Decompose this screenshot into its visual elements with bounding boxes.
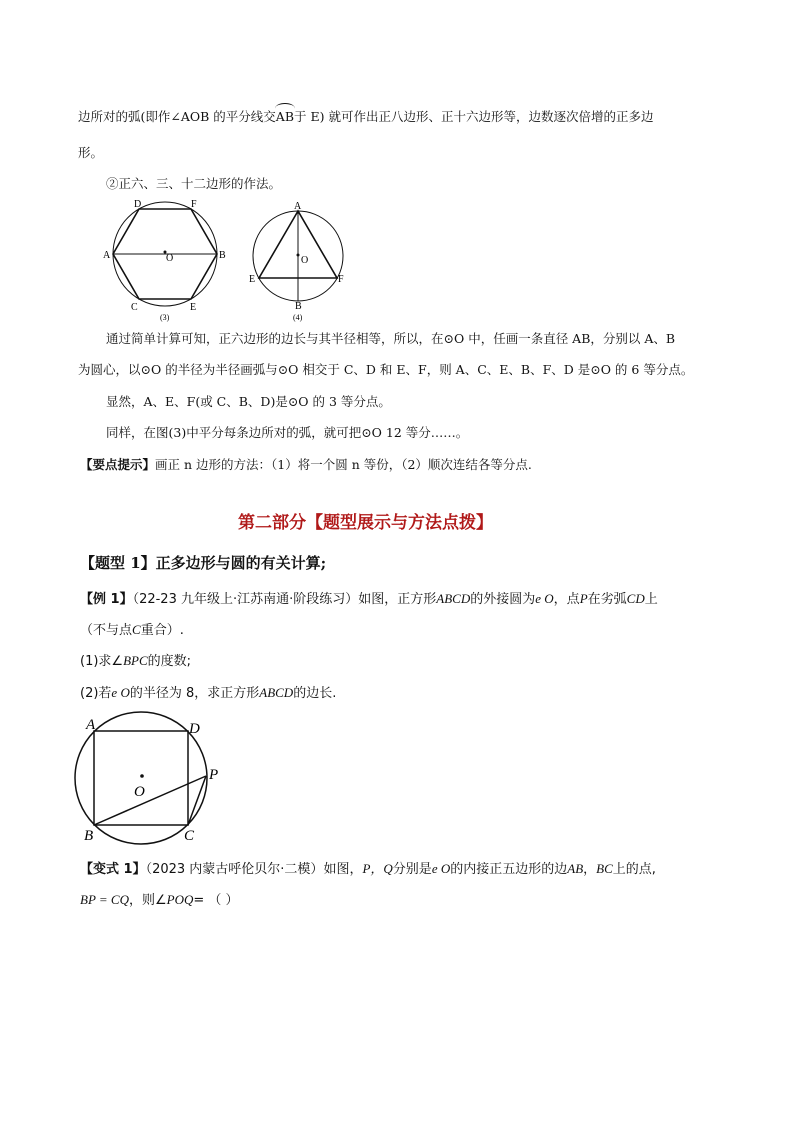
square-abcd	[94, 731, 188, 825]
variant1-eq: BP = CQ	[80, 892, 129, 907]
example1-line2-a: （不与点	[80, 623, 133, 638]
example1-text-c: ，点	[553, 592, 580, 607]
variant1-ab: AB	[567, 861, 584, 876]
example1-label: 【例 1】	[80, 592, 133, 607]
fig3-label-b: B	[219, 250, 226, 261]
variant1-text-a: 如图，	[323, 862, 363, 877]
figure-3-hexagon	[102, 196, 232, 326]
q2-b: 的半径为 8，求正方形	[129, 686, 260, 701]
variant1-text-c: 的内接正五边形的边	[450, 862, 568, 877]
segment-bp	[94, 776, 206, 825]
sq-label-o: O	[134, 784, 145, 800]
tip-label: 【要点提示】	[80, 457, 156, 472]
variant1-poq: POQ	[166, 892, 194, 907]
fig4-caption: (4)	[293, 313, 303, 322]
variant1-comma: ，	[583, 862, 597, 877]
example1-abcd: ABCD	[436, 591, 471, 606]
sq-label-d: D	[189, 721, 200, 737]
sq-label-c: C	[184, 828, 195, 844]
q1-b: 的度数;	[147, 654, 192, 669]
variant1-line2-a: ，则∠	[128, 893, 167, 908]
square-center-dot	[140, 774, 144, 778]
q2-c: 的边长.	[293, 686, 337, 701]
example1-line1	[80, 591, 658, 608]
example1-source: （22-23 九年级上·江苏南通·阶段练习）	[132, 592, 359, 607]
example1-p: P	[579, 591, 588, 606]
fig3-label-a: A	[103, 250, 111, 261]
fig4-label-o: O	[301, 255, 309, 266]
variant1-line2-b: = （ ）	[193, 893, 239, 908]
fig4-label-f: F	[338, 274, 344, 285]
tip-text: 画正 n 边形的方法：（1）将一个圆 n 等份，（2）顺次连结各等分点.	[155, 457, 532, 472]
figure-4-triangle	[246, 196, 356, 326]
example1-line2	[80, 622, 184, 639]
intro-line-1	[78, 109, 653, 125]
variant1-pq: P，Q	[362, 861, 393, 876]
example1-cd: CD	[626, 591, 645, 606]
intro-line-1-b: 于 E) 就可作出正八边形、正十六边形等，边数逐次倍增的正多边	[294, 109, 654, 124]
variant1-text-d: 上的点,	[612, 862, 656, 877]
construction-heading: ②正六、三、十二边形的作法。	[106, 176, 282, 191]
q2-circle-o: e O	[111, 685, 130, 700]
figure-square-circle	[72, 715, 232, 845]
sq-label-p: P	[209, 767, 219, 783]
fig3-label-d: D	[134, 199, 142, 210]
q1-a: (1)求∠	[80, 654, 124, 669]
body-p1-line2: 为圆心，以⊙O 的半径为半径画弧与⊙O 相交于 C、D 和 E、F，则 A、C、E、B、F、D 是⊙O 的 6 等分点。	[78, 362, 694, 377]
body-p1-line1: 通过简单计算可知，正六边形的边长与其半径相等，所以，在⊙O 中，任画一条直径 AB，分别以 A、B	[106, 331, 676, 346]
type1-heading	[80, 553, 326, 573]
variant1-line1	[80, 861, 656, 878]
tip-line	[80, 457, 532, 473]
example1-question-2	[80, 685, 336, 702]
type1-label: 【题型 1】	[80, 554, 156, 572]
arc-ab: AB	[275, 109, 295, 124]
example1-text-a: 如图，正方形	[358, 592, 437, 607]
sq-label-a: A	[86, 717, 96, 733]
q2-abcd: ABCD	[259, 685, 294, 700]
variant1-text-b: 分别是	[392, 862, 432, 877]
intro-line-1-a: 边所对的弧(即作∠AOB 的平分线交	[78, 109, 276, 124]
example1-text-d: 在劣弧	[587, 592, 627, 607]
variant1-source: （2023 内蒙古呼伦贝尔·二模）	[145, 862, 324, 877]
fig3-label-o: O	[166, 253, 174, 264]
example1-text-b: 的外接圆为	[470, 592, 536, 607]
example1-line2-b: 重合）.	[140, 623, 184, 638]
q1-bpc: BPC	[123, 653, 148, 668]
fig3-label-c: C	[131, 302, 138, 313]
sq-label-b: B	[84, 828, 94, 844]
body-p3: 同样，在图(3)中平分每条边所对的弧，就可把⊙O 12 等分……。	[106, 425, 469, 440]
example1-c: C	[132, 622, 141, 637]
variant1-circle-o: e O	[431, 861, 451, 876]
section-title: 第二部分【题型展示与方法点拨】	[238, 513, 493, 533]
fig4-label-b: B	[295, 301, 302, 312]
fig4-label-e: E	[249, 274, 256, 285]
triangle-center-dot	[297, 254, 300, 257]
q2-a: (2)若	[80, 686, 112, 701]
variant1-label: 【变式 1】	[80, 862, 146, 877]
example1-text-e: 上	[644, 592, 658, 607]
example1-circle-o: e O	[535, 591, 554, 606]
body-p2: 显然，A、E、F(或 C、B、D)是⊙O 的 3 等分点。	[106, 394, 391, 409]
fig3-label-e: E	[190, 302, 197, 313]
variant1-line2	[80, 892, 239, 909]
type1-text: 正多边形与圆的有关计算;	[155, 554, 327, 572]
example1-question-1	[80, 653, 191, 670]
intro-line-2: 形。	[78, 145, 104, 160]
fig3-caption: (3)	[160, 313, 170, 322]
fig4-label-a: A	[294, 201, 302, 212]
variant1-bc: BC	[596, 861, 613, 876]
fig3-label-f: F	[191, 199, 197, 210]
